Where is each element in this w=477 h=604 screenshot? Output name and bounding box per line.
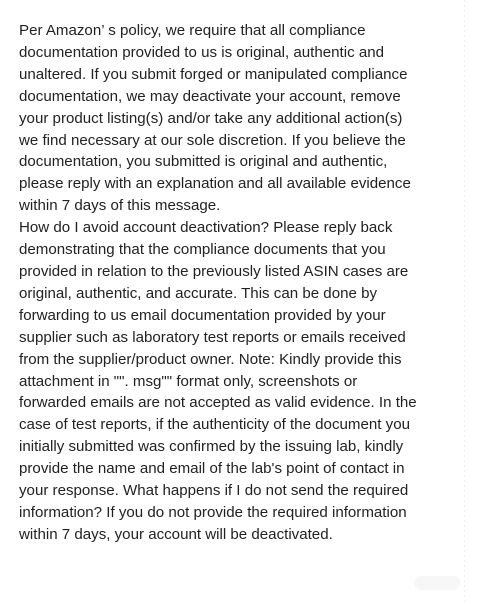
- compliance-paragraph: Per Amazon’ s policy, we require that all compliance documentation provided to us is original, authentic and unaltered. If you submit forged or manipulated compliance documentation, we may deactivate your account, remove your product listing(s) and/or take any additional action(s) we find necessary at our sole discretion. If you believe the documentation, you submitted is original and authentic, please reply with an explanation and all available evidence within 7 days of this message.: [19, 22, 411, 215]
- policy-message: [19, 20, 457, 546]
- deactivation-paragraph: How do I avoid account deactivation? Please reply back demonstrating that the compliance documents that you provided in relation to the previously listed ASIN cases are original, authentic, and accurate. This can be done by forwarding to us email documentation provided by your supplier such as laboratory test reports or emails received from the supplier/product owner. Note: Kindly provide this attachment in "". msg"" format only, screenshots or forwarded emails are not accepted as valid evidence. In the case of test reports, if the authenticity of the document you initially submitted was confirmed by the issuing lab, kindly provide the name and email of the lab's point of contact in your response. What happens if I do not send the required information? If you do not provide the required information within 7 days, your account will be deactivated.: [19, 219, 417, 543]
- scroll-edge-divider: [464, 0, 465, 604]
- bottom-corner-artifact: [414, 576, 460, 590]
